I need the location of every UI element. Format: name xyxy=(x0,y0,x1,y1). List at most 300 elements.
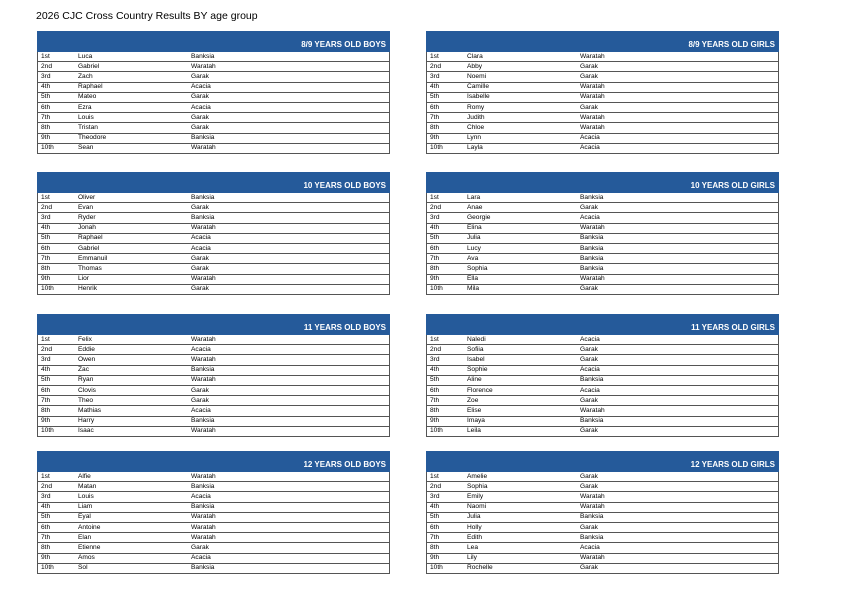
house-cell: Waratah xyxy=(191,335,216,343)
table-row xyxy=(426,275,779,285)
house-cell: Waratah xyxy=(191,224,216,232)
name-cell: Anae xyxy=(467,203,483,211)
table-row xyxy=(37,203,390,213)
place-cell: 3rd xyxy=(430,492,440,500)
table-row xyxy=(37,366,390,376)
table-title: 8/9 YEARS OLD BOYS xyxy=(301,40,386,49)
name-cell: Zach xyxy=(78,72,93,80)
name-cell: Lara xyxy=(467,193,481,201)
place-cell: 2nd xyxy=(41,345,53,353)
name-cell: Clara xyxy=(467,52,483,60)
house-cell: Garak xyxy=(580,285,598,293)
house-cell: Banksia xyxy=(580,376,604,384)
house-cell: Waratah xyxy=(191,533,216,541)
place-cell: 3rd xyxy=(430,72,440,80)
house-cell: Garak xyxy=(580,523,598,531)
house-cell: Banksia xyxy=(580,533,604,541)
place-cell: 6th xyxy=(430,244,440,252)
place-cell: 8th xyxy=(41,406,51,414)
name-cell: Sol xyxy=(78,564,88,572)
house-cell: Garak xyxy=(191,543,209,551)
place-cell: 4th xyxy=(41,366,51,374)
house-cell: Banksia xyxy=(191,417,215,425)
table-row xyxy=(37,224,390,234)
table-row xyxy=(426,234,779,244)
table-row xyxy=(426,193,779,203)
house-cell: Garak xyxy=(580,427,598,435)
name-cell: Holly xyxy=(467,523,482,531)
place-cell: 6th xyxy=(430,103,440,111)
name-cell: Elan xyxy=(78,533,92,541)
name-cell: Sofiia xyxy=(467,345,484,353)
house-cell: Banksia xyxy=(191,564,215,572)
table-title: 12 YEARS OLD BOYS xyxy=(303,460,386,469)
table-row xyxy=(426,427,779,437)
name-cell: Isaac xyxy=(78,427,94,435)
place-cell: 8th xyxy=(41,264,51,272)
house-cell: Waratah xyxy=(580,83,605,91)
house-cell: Garak xyxy=(580,345,598,353)
house-cell: Garak xyxy=(580,203,598,211)
house-cell: Banksia xyxy=(580,417,604,425)
house-cell: Banksia xyxy=(580,264,604,272)
table-row xyxy=(426,254,779,264)
house-cell: Banksia xyxy=(580,244,604,252)
name-cell: Harry xyxy=(78,417,95,425)
place-cell: 7th xyxy=(41,254,51,262)
table-row xyxy=(37,386,390,396)
table-row xyxy=(426,113,779,123)
table-row xyxy=(426,396,779,406)
house-cell: Acacia xyxy=(191,492,211,500)
results-table xyxy=(426,172,779,295)
table-row xyxy=(37,554,390,564)
place-cell: 1st xyxy=(430,335,439,343)
house-cell: Acacia xyxy=(191,345,211,353)
name-cell: Naledi xyxy=(467,335,486,343)
place-cell: 9th xyxy=(41,275,51,283)
place-cell: 5th xyxy=(41,234,51,242)
name-cell: Eyal xyxy=(78,513,91,521)
table-row xyxy=(37,523,390,533)
name-cell: Naomi xyxy=(467,503,487,511)
table-row xyxy=(426,406,779,416)
place-cell: 7th xyxy=(41,396,51,404)
place-cell: 9th xyxy=(41,134,51,142)
table-row xyxy=(37,213,390,223)
name-cell: Sophie xyxy=(467,366,488,374)
house-cell: Waratah xyxy=(580,554,605,562)
table-row xyxy=(37,285,390,295)
house-cell: Garak xyxy=(580,355,598,363)
place-cell: 8th xyxy=(430,123,440,131)
place-cell: 10th xyxy=(41,285,54,293)
house-cell: Banksia xyxy=(191,213,215,221)
house-cell: Waratah xyxy=(191,513,216,521)
table-row xyxy=(426,285,779,295)
house-cell: Waratah xyxy=(191,62,216,70)
house-cell: Banksia xyxy=(191,193,215,201)
table-row xyxy=(37,345,390,355)
house-cell: Banksia xyxy=(580,254,604,262)
place-cell: 3rd xyxy=(430,355,440,363)
house-cell: Waratah xyxy=(580,52,605,60)
house-cell: Acacia xyxy=(580,144,600,152)
name-cell: Elina xyxy=(467,224,482,232)
house-cell: Waratah xyxy=(191,376,216,384)
name-cell: Oliver xyxy=(78,193,96,201)
table-row xyxy=(37,93,390,103)
table-row xyxy=(37,472,390,482)
name-cell: Julia xyxy=(467,513,481,521)
house-cell: Waratah xyxy=(580,406,605,414)
name-cell: Lynn xyxy=(467,134,482,142)
place-cell: 1st xyxy=(41,335,50,343)
table-row xyxy=(37,83,390,93)
house-cell: Garak xyxy=(580,103,598,111)
table-row xyxy=(426,345,779,355)
name-cell: Layla xyxy=(467,144,483,152)
name-cell: Camille xyxy=(467,83,489,91)
table-row xyxy=(37,376,390,386)
table-row xyxy=(426,523,779,533)
table-row xyxy=(426,417,779,427)
place-cell: 9th xyxy=(430,275,440,283)
name-cell: Lucy xyxy=(467,244,481,252)
table-row xyxy=(37,417,390,427)
house-cell: Acacia xyxy=(191,554,211,562)
name-cell: Sophia xyxy=(467,264,488,272)
house-cell: Garak xyxy=(580,482,598,490)
table-row xyxy=(426,123,779,133)
name-cell: Isabel xyxy=(467,355,485,363)
name-cell: Gabriel xyxy=(78,62,100,70)
table-row xyxy=(37,52,390,62)
name-cell: Judith xyxy=(467,113,485,121)
name-cell: Abby xyxy=(467,62,483,70)
results-table xyxy=(37,451,390,574)
table-row xyxy=(37,275,390,285)
name-cell: Owen xyxy=(78,355,96,363)
table-row xyxy=(37,564,390,574)
name-cell: Zac xyxy=(78,366,89,374)
place-cell: 10th xyxy=(41,427,54,435)
house-cell: Waratah xyxy=(580,123,605,131)
place-cell: 4th xyxy=(430,366,440,374)
place-cell: 7th xyxy=(430,533,440,541)
place-cell: 1st xyxy=(430,52,439,60)
house-cell: Acacia xyxy=(191,103,211,111)
table-title: 8/9 YEARS OLD GIRLS xyxy=(688,40,775,49)
house-cell: Banksia xyxy=(580,193,604,201)
place-cell: 4th xyxy=(41,503,51,511)
name-cell: Sophia xyxy=(467,482,488,490)
house-cell: Waratah xyxy=(580,93,605,101)
place-cell: 8th xyxy=(41,123,51,131)
name-cell: Evan xyxy=(78,203,94,211)
place-cell: 5th xyxy=(430,376,440,384)
house-cell: Waratah xyxy=(191,523,216,531)
table-row xyxy=(426,564,779,574)
place-cell: 6th xyxy=(430,386,440,394)
place-cell: 7th xyxy=(430,113,440,121)
house-cell: Garak xyxy=(191,113,209,121)
place-cell: 3rd xyxy=(41,213,51,221)
house-cell: Acacia xyxy=(580,335,600,343)
table-row xyxy=(37,406,390,416)
house-cell: Garak xyxy=(191,123,209,131)
house-cell: Garak xyxy=(191,386,209,394)
name-cell: Alfie xyxy=(78,472,91,480)
place-cell: 4th xyxy=(430,83,440,91)
place-cell: 2nd xyxy=(430,345,442,353)
place-cell: 7th xyxy=(430,396,440,404)
name-cell: Matan xyxy=(78,482,97,490)
table-row xyxy=(426,103,779,113)
table-row xyxy=(37,144,390,154)
table-row xyxy=(426,533,779,543)
place-cell: 4th xyxy=(430,503,440,511)
house-cell: Garak xyxy=(580,564,598,572)
results-table xyxy=(37,31,390,154)
name-cell: Ella xyxy=(467,275,478,283)
house-cell: Acacia xyxy=(580,213,600,221)
house-cell: Banksia xyxy=(191,134,215,142)
table-row xyxy=(426,244,779,254)
name-cell: Gabriel xyxy=(78,244,100,252)
name-cell: Edith xyxy=(467,533,483,541)
table-row xyxy=(37,103,390,113)
place-cell: 6th xyxy=(41,386,51,394)
house-cell: Waratah xyxy=(580,503,605,511)
place-cell: 8th xyxy=(41,543,51,551)
house-cell: Garak xyxy=(580,396,598,404)
house-cell: Acacia xyxy=(580,366,600,374)
house-cell: Garak xyxy=(580,72,598,80)
table-row xyxy=(37,113,390,123)
house-cell: Waratah xyxy=(191,144,216,152)
table-row xyxy=(426,264,779,274)
place-cell: 4th xyxy=(41,83,51,91)
house-cell: Acacia xyxy=(580,134,600,142)
table-header xyxy=(37,31,390,52)
place-cell: 3rd xyxy=(430,213,440,221)
house-cell: Waratah xyxy=(580,275,605,283)
place-cell: 6th xyxy=(41,523,51,531)
house-cell: Banksia xyxy=(580,234,604,242)
name-cell: Emily xyxy=(467,492,484,500)
place-cell: 2nd xyxy=(41,203,53,211)
table-row xyxy=(37,513,390,523)
name-cell: Louis xyxy=(78,113,94,121)
place-cell: 1st xyxy=(430,472,439,480)
place-cell: 5th xyxy=(41,513,51,521)
place-cell: 8th xyxy=(430,543,440,551)
name-cell: Louis xyxy=(78,492,94,500)
table-title: 11 YEARS OLD GIRLS xyxy=(691,323,775,332)
table-row xyxy=(426,83,779,93)
house-cell: Waratah xyxy=(191,355,216,363)
table-row xyxy=(37,72,390,82)
table-header xyxy=(37,314,390,335)
table-row xyxy=(37,543,390,553)
name-cell: Ava xyxy=(467,254,479,262)
name-cell: Aline xyxy=(467,376,482,384)
name-cell: Theodore xyxy=(78,134,107,142)
place-cell: 1st xyxy=(41,193,50,201)
table-row xyxy=(37,427,390,437)
house-cell: Waratah xyxy=(191,427,216,435)
results-table xyxy=(426,451,779,574)
place-cell: 2nd xyxy=(41,482,53,490)
table-row xyxy=(426,513,779,523)
house-cell: Waratah xyxy=(580,492,605,500)
page-title: 2026 CJC Cross Country Results BY age group xyxy=(36,10,258,22)
table-row xyxy=(426,472,779,482)
table-header xyxy=(37,451,390,472)
place-cell: 5th xyxy=(41,376,51,384)
results-table xyxy=(426,314,779,437)
name-cell: Amelie xyxy=(467,472,488,480)
place-cell: 1st xyxy=(41,472,50,480)
table-title: 12 YEARS OLD GIRLS xyxy=(690,460,775,469)
place-cell: 4th xyxy=(430,224,440,232)
house-cell: Banksia xyxy=(191,482,215,490)
name-cell: Florence xyxy=(467,386,493,394)
place-cell: 9th xyxy=(41,417,51,425)
place-cell: 2nd xyxy=(430,203,442,211)
house-cell: Banksia xyxy=(191,503,215,511)
place-cell: 3rd xyxy=(41,355,51,363)
place-cell: 7th xyxy=(41,113,51,121)
place-cell: 3rd xyxy=(41,492,51,500)
house-cell: Waratah xyxy=(191,472,216,480)
place-cell: 7th xyxy=(41,533,51,541)
house-cell: Garak xyxy=(191,396,209,404)
place-cell: 7th xyxy=(430,254,440,262)
table-row xyxy=(426,503,779,513)
table-row xyxy=(426,366,779,376)
name-cell: Ryder xyxy=(78,213,96,221)
place-cell: 1st xyxy=(41,52,50,60)
house-cell: Acacia xyxy=(191,244,211,252)
table-title: 11 YEARS OLD BOYS xyxy=(303,323,386,332)
house-cell: Garak xyxy=(191,264,209,272)
name-cell: Ryan xyxy=(78,376,94,384)
house-cell: Garak xyxy=(191,285,209,293)
results-table xyxy=(37,172,390,295)
place-cell: 5th xyxy=(430,513,440,521)
table-header xyxy=(37,172,390,193)
table-row xyxy=(426,335,779,345)
name-cell: Lior xyxy=(78,275,89,283)
place-cell: 9th xyxy=(430,554,440,562)
house-cell: Garak xyxy=(191,254,209,262)
name-cell: Jonah xyxy=(78,224,96,232)
table-row xyxy=(426,492,779,502)
name-cell: Imaya xyxy=(467,417,485,425)
name-cell: Raphael xyxy=(78,83,103,91)
name-cell: Mathias xyxy=(78,406,102,414)
results-table xyxy=(426,31,779,154)
place-cell: 1st xyxy=(430,193,439,201)
name-cell: Julia xyxy=(467,234,481,242)
name-cell: Isabelle xyxy=(467,93,490,101)
name-cell: Henrik xyxy=(78,285,98,293)
name-cell: Antoine xyxy=(78,523,101,531)
table-row xyxy=(426,386,779,396)
place-cell: 9th xyxy=(430,134,440,142)
place-cell: 10th xyxy=(41,564,54,572)
house-cell: Banksia xyxy=(580,513,604,521)
table-row xyxy=(37,123,390,133)
house-cell: Garak xyxy=(191,93,209,101)
name-cell: Mila xyxy=(467,285,480,293)
place-cell: 10th xyxy=(430,285,443,293)
table-row xyxy=(426,72,779,82)
place-cell: 9th xyxy=(41,554,51,562)
place-cell: 8th xyxy=(430,406,440,414)
house-cell: Acacia xyxy=(580,386,600,394)
name-cell: Romy xyxy=(467,103,485,111)
table-row xyxy=(426,52,779,62)
table-row xyxy=(426,93,779,103)
place-cell: 5th xyxy=(430,234,440,242)
name-cell: Rochelle xyxy=(467,564,493,572)
name-cell: Zoe xyxy=(467,396,479,404)
table-row xyxy=(37,335,390,345)
table-row xyxy=(426,62,779,72)
table-row xyxy=(37,264,390,274)
place-cell: 8th xyxy=(430,264,440,272)
place-cell: 10th xyxy=(430,427,443,435)
name-cell: Lea xyxy=(467,543,479,551)
name-cell: Clovis xyxy=(78,386,96,394)
house-cell: Banksia xyxy=(191,52,215,60)
table-row xyxy=(37,503,390,513)
house-cell: Acacia xyxy=(191,83,211,91)
table-row xyxy=(37,244,390,254)
name-cell: Chloe xyxy=(467,123,485,131)
house-cell: Garak xyxy=(191,203,209,211)
name-cell: Liam xyxy=(78,503,93,511)
house-cell: Waratah xyxy=(191,275,216,283)
place-cell: 3rd xyxy=(41,72,51,80)
table-row xyxy=(37,254,390,264)
house-cell: Acacia xyxy=(191,406,211,414)
name-cell: Raphael xyxy=(78,234,103,242)
name-cell: Eddie xyxy=(78,345,95,353)
table-row xyxy=(426,482,779,492)
place-cell: 2nd xyxy=(430,62,442,70)
table-row xyxy=(37,234,390,244)
name-cell: Ezra xyxy=(78,103,92,111)
place-cell: 2nd xyxy=(41,62,53,70)
house-cell: Waratah xyxy=(580,224,605,232)
name-cell: Etienne xyxy=(78,543,101,551)
name-cell: Lily xyxy=(467,554,477,562)
house-cell: Waratah xyxy=(580,113,605,121)
house-cell: Garak xyxy=(580,62,598,70)
table-row xyxy=(37,492,390,502)
table-row xyxy=(37,355,390,365)
house-cell: Acacia xyxy=(191,234,211,242)
table-row xyxy=(426,144,779,154)
table-row xyxy=(426,543,779,553)
place-cell: 5th xyxy=(430,93,440,101)
table-row xyxy=(37,62,390,72)
name-cell: Thomas xyxy=(78,264,102,272)
